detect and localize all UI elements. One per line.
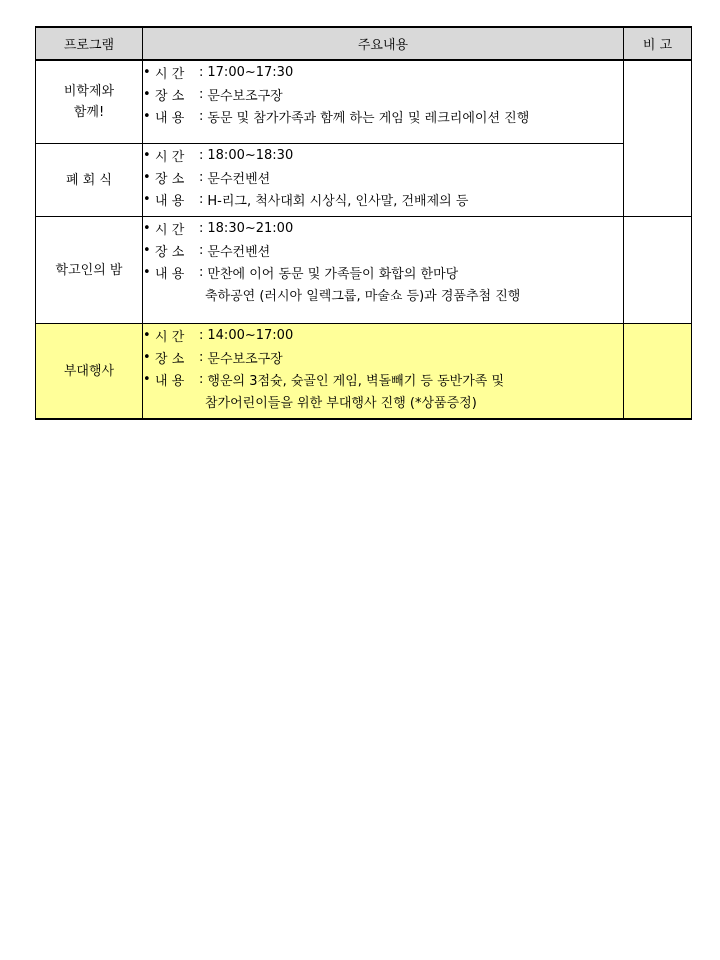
program-name-line: 학고인의 밤 [55, 262, 123, 278]
content-cell [143, 144, 624, 217]
detail-value: 17:00~17:30 [207, 64, 294, 80]
separator: : [199, 264, 204, 280]
detail-label: 내 용 [155, 110, 185, 126]
detail-label: 시 간 [155, 149, 185, 165]
detail-line [143, 144, 623, 166]
bullet: • [143, 169, 151, 185]
detail-label: 장 소 [155, 171, 185, 187]
bullet: • [143, 108, 151, 124]
detail-label: 시 간 [155, 222, 185, 238]
detail-value: 14:00~17:00 [207, 327, 294, 343]
detail-value: 문수보조구장 [207, 351, 283, 367]
note-cell [624, 324, 692, 420]
detail-label: 내 용 [155, 266, 185, 282]
detail-label: 장 소 [155, 88, 185, 104]
separator: : [199, 191, 204, 207]
separator: : [199, 147, 204, 163]
detail-line [143, 368, 623, 390]
separator: : [199, 242, 204, 258]
separator: : [199, 64, 204, 80]
detail-line [143, 217, 623, 239]
detail-line [143, 324, 623, 346]
bullet: • [143, 220, 151, 236]
detail-value: 문수컨벤션 [207, 171, 271, 187]
program-cell [36, 217, 143, 324]
bullet: • [143, 64, 151, 80]
header-note: 비 고 [624, 27, 692, 60]
separator: : [199, 108, 204, 124]
separator: : [199, 349, 204, 365]
detail-value: 동문 및 참가가족과 함께 하는 게임 및 레크리에이션 진행 [207, 110, 530, 126]
detail-value: 행운의 3점슛, 슛골인 게임, 벽돌빼기 등 동반가족 및 [207, 373, 505, 389]
separator: : [199, 169, 204, 185]
separator: : [199, 371, 204, 387]
detail-continuation: 축하공연 (러시아 일렉그룹, 마술쇼 등)과 경품추첨 진행 [205, 288, 521, 304]
content-cell [143, 324, 624, 420]
detail-label: 장 소 [155, 351, 185, 367]
table-row [36, 144, 692, 217]
bullet: • [143, 191, 151, 207]
detail-line [143, 105, 623, 127]
event-schedule-table [35, 26, 692, 420]
detail-line [143, 261, 623, 283]
detail-value: H-리그, 척사대회 시상식, 인사말, 건배제의 등 [207, 193, 469, 209]
program-name-line: 함께! [73, 105, 105, 120]
bullet: • [143, 147, 151, 163]
detail-value: 만찬에 이어 동문 및 가족들이 화합의 한마당 [207, 266, 459, 282]
bullet: • [143, 349, 151, 365]
program-cell [36, 144, 143, 217]
detail-line [143, 188, 623, 210]
bullet: • [143, 327, 151, 343]
header-program: 프로그램 [36, 27, 143, 60]
content-cell [143, 60, 624, 144]
program-name-line: 부대행사 [63, 363, 115, 379]
separator: : [199, 220, 204, 236]
table-header-row [36, 27, 692, 60]
separator: : [199, 327, 204, 343]
detail-line [143, 346, 623, 368]
detail-line [143, 61, 623, 83]
detail-value: 18:00~18:30 [207, 147, 294, 163]
bullet: • [143, 371, 151, 387]
bullet: • [143, 264, 151, 280]
bullet: • [143, 86, 151, 102]
table-row [36, 217, 692, 324]
detail-value: 문수보조구장 [207, 88, 283, 104]
note-cell [624, 60, 692, 217]
detail-continuation: 참가어린이들을 위한 부대행사 진행 (*상품증정) [205, 395, 477, 411]
detail-line [143, 83, 623, 105]
detail-value: 18:30~21:00 [207, 220, 294, 236]
program-name-line: 폐 회 식 [66, 172, 112, 188]
detail-label: 장 소 [155, 244, 185, 260]
detail-line [143, 166, 623, 188]
program-name-line: 비학제와 [63, 84, 115, 99]
detail-value: 문수컨벤션 [207, 244, 271, 260]
table-row [36, 324, 692, 420]
program-cell [36, 324, 143, 420]
header-content: 주요내용 [143, 27, 624, 60]
table-row [36, 60, 692, 144]
program-cell [36, 60, 143, 144]
detail-line [143, 239, 623, 261]
detail-label: 시 간 [155, 66, 185, 82]
note-cell [624, 217, 692, 324]
bullet: • [143, 242, 151, 258]
separator: : [199, 86, 204, 102]
detail-label: 내 용 [155, 193, 185, 209]
detail-label: 내 용 [155, 373, 185, 389]
content-cell [143, 217, 624, 324]
detail-label: 시 간 [155, 329, 185, 345]
